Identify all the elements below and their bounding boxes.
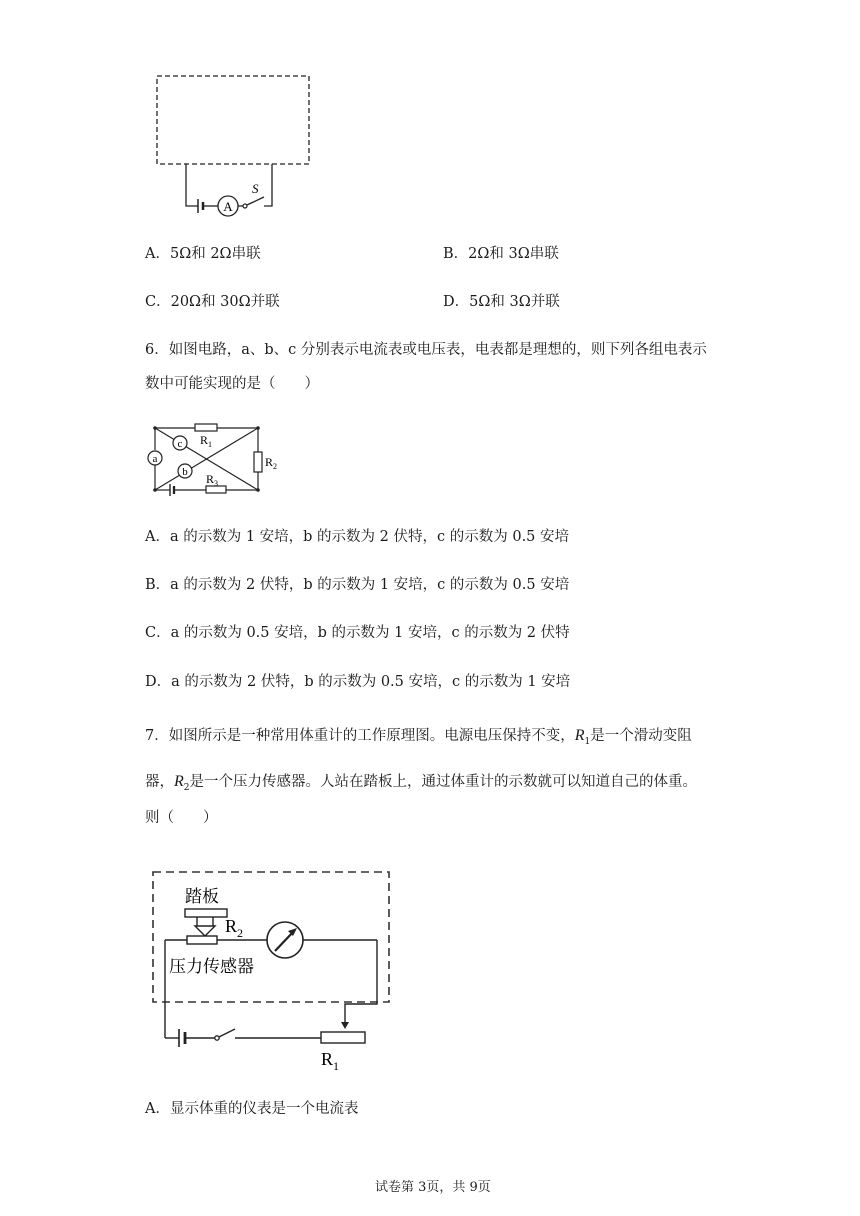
q7-stem-line1: 7．如图所示是一种常用体重计的工作原理图。电源电压保持不变，$R_1$是一个滑动变阻 (145, 727, 692, 747)
q5-option-d: D．5Ω和 3Ω并联 (443, 294, 560, 310)
page-footer: 试卷第 3页，共 9页 (375, 1180, 491, 1195)
q6-option-b: B．a 的示数为 2 伏特，b 的示数为 1 安培，c 的示数为 0.5 安培 (145, 577, 570, 593)
q5-circuit-figure (140, 66, 330, 220)
r1-resistor (195, 424, 217, 431)
svg-text:R2: $R_2$ (265, 455, 278, 471)
q6-circuit-figure (140, 416, 278, 500)
svg-text:R1: $R_1$ (321, 1049, 340, 1073)
q5-option-b: B．2Ω和 3Ω串联 (443, 246, 559, 262)
svg-text:压力传感器: 压力传感器 (169, 957, 254, 977)
svg-text:b: b (182, 466, 188, 478)
q6-stem-line2: 数中可能实现的是（ ） (145, 376, 319, 392)
q7-stem-line2: 器，$R_2$是一个压力传感器。人站在踏板上，通过体重计的示数就可以知道自己的体重。 (145, 773, 698, 793)
q6-option-d: D．a 的示数为 2 伏特，b 的示数为 0.5 安培，c 的示数为 1 安培 (145, 674, 571, 690)
svg-text:R3: $R_3$ (206, 472, 219, 488)
q6-option-c: C．a 的示数为 0.5 安培，b 的示数为 1 安培，c 的示数为 2 伏特 (145, 625, 570, 641)
svg-text:a: a (152, 453, 158, 465)
r1-rheostat (321, 1032, 365, 1043)
q6-stem-line1: 6．如图电路，a、b、c 分别表示电流表或电压表，电表都是理想的，则下列各组电表示 (145, 342, 707, 358)
svg-text:A: A (223, 199, 233, 214)
r2-sensor (187, 936, 217, 944)
pedal-plate (185, 909, 227, 917)
svg-text:S: S (252, 181, 259, 196)
svg-text:踏板: 踏板 (185, 887, 219, 907)
svg-text:R1: $R_1$ (200, 433, 213, 449)
q5-option-c: C．20Ω和 30Ω并联 (145, 294, 280, 310)
q7-option-a: A．显示体重的仪表是一个电流表 (145, 1101, 359, 1117)
r2-resistor (254, 452, 262, 472)
q7-stem-line3: 则（ ） (145, 810, 218, 826)
q5-option-a: A．5Ω和 2Ω串联 (145, 246, 261, 262)
svg-text:R2: $R_2$ (225, 916, 244, 940)
svg-text:c: c (177, 438, 183, 450)
q6-option-a: A．a 的示数为 1 安培，b 的示数为 2 伏特，c 的示数为 0.5 安培 (145, 529, 570, 545)
q7-circuit-figure (145, 862, 405, 1072)
